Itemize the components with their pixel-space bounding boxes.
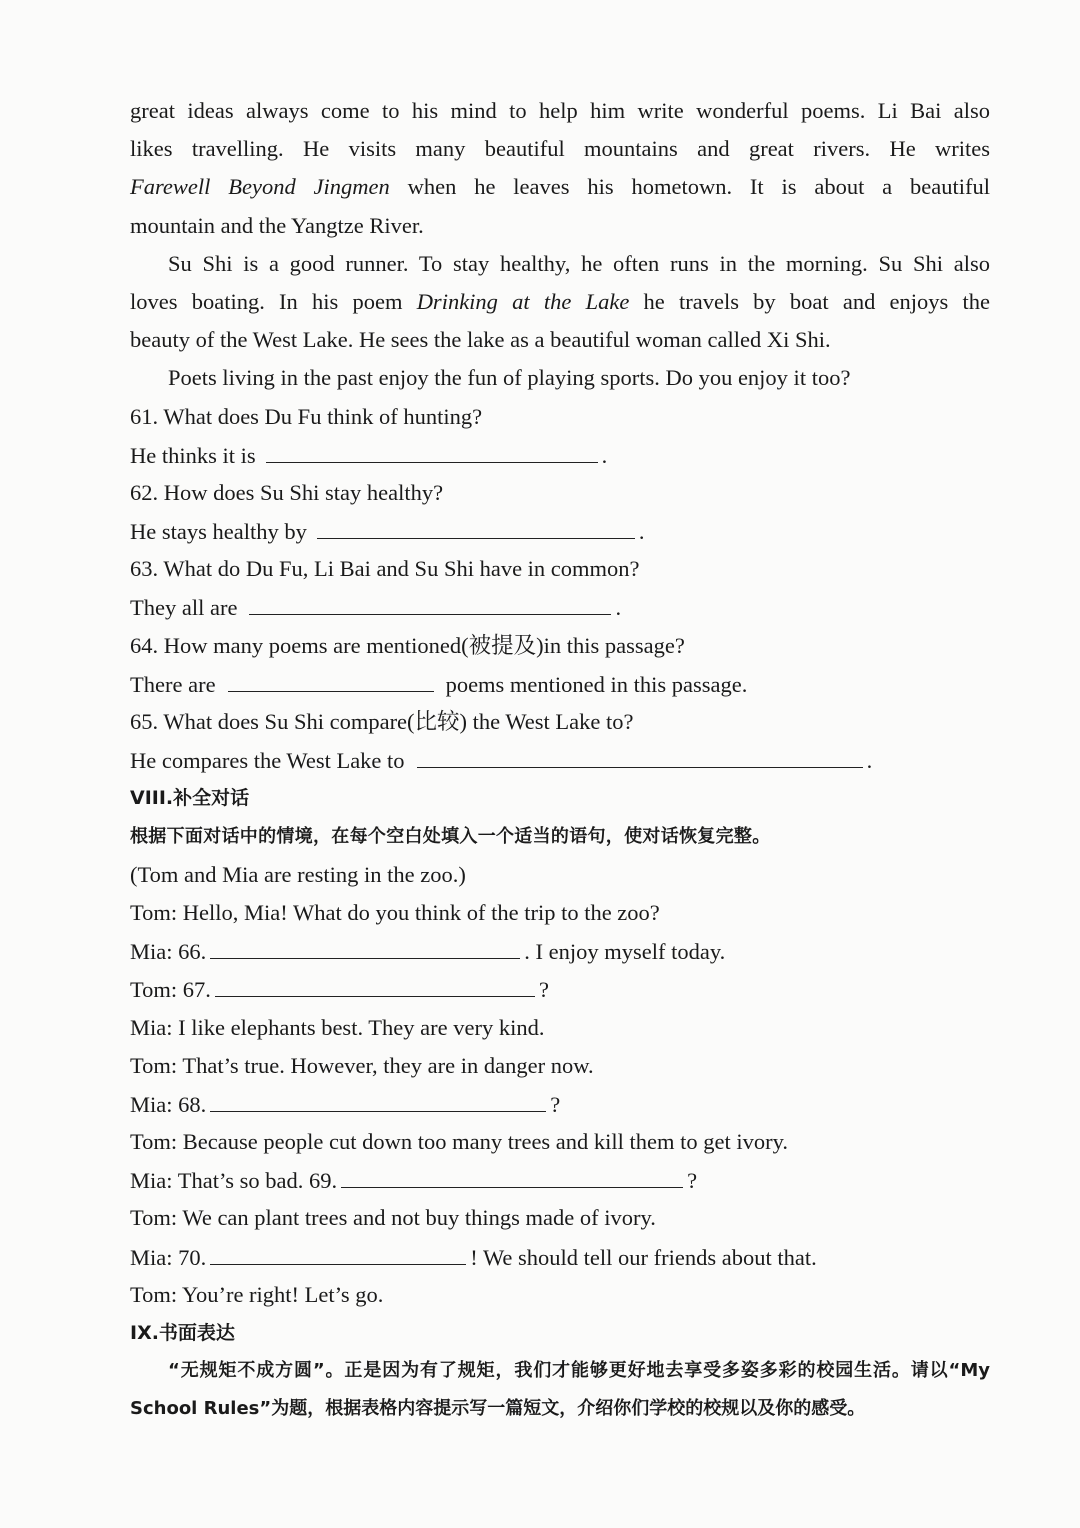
- answer-blank[interactable]: [228, 665, 434, 692]
- section-instruction: 根据下面对话中的情境，在每个空白处填入一个适当的语句，使对话恢复完整。: [130, 825, 771, 847]
- dialogue-line-70: Mia: 70. ! We should tell our friends about that.: [130, 1238, 990, 1276]
- passage-line: beauty of the West Lake. He sees the lake as a beautiful woman called Xi Shi.: [130, 327, 831, 353]
- dialogue-line: Tom: Hello, Mia! What do you think of the trip to the zoo?: [130, 899, 660, 925]
- answer-blank[interactable]: [266, 436, 598, 463]
- answer-blank[interactable]: [210, 932, 520, 959]
- poem-title: Drinking at the Lake: [416, 288, 630, 314]
- question-62: 62. How does Su Shi stay healthy?: [130, 479, 444, 505]
- passage-line: mountain and the Yangtze River.: [130, 212, 424, 238]
- writing-prompt: “无规矩不成方圆”。正是因为有了规矩，我们才能够更好地去享受多姿多彩的校园生活。请以“My School Rules”为题，根据表格内容提示写一篇短文，介绍你们学校的校规以及你的感受。: [130, 1360, 990, 1420]
- answer-line-63: They all are .: [130, 588, 990, 626]
- passage-line: Farewell Beyond Jingmen when he leaves his hometown. It is about a beautiful: [130, 174, 990, 200]
- answer-blank[interactable]: [317, 512, 635, 539]
- answer-blank[interactable]: [215, 970, 535, 997]
- dialogue-context: (Tom and Mia are resting in the zoo.): [130, 861, 466, 887]
- answer-blank[interactable]: [417, 741, 863, 768]
- answer-blank[interactable]: [341, 1161, 683, 1188]
- passage-line: Su Shi is a good runner. To stay healthy, he often runs in the morning. Su Shi also: [168, 250, 990, 276]
- answer-blank[interactable]: [210, 1085, 546, 1112]
- passage-line: loves boating. In his poem Drinking at the Lake he travels by boat and enjoys the: [130, 288, 990, 314]
- dialogue-line-68: Mia: 68. ?: [130, 1085, 990, 1123]
- question-63: 63. What do Du Fu, Li Bai and Su Shi have in common?: [130, 556, 640, 582]
- answer-line-62: He stays healthy by .: [130, 512, 990, 550]
- answer-line-65: He compares the West Lake to .: [130, 741, 990, 779]
- passage-line: great ideas always come to his mind to help him write wonderful poems. Li Bai also: [130, 98, 990, 123]
- question-61: 61. What does Du Fu think of hunting?: [130, 403, 483, 429]
- answer-blank[interactable]: [210, 1238, 466, 1265]
- answer-blank[interactable]: [249, 588, 611, 615]
- question-64: 64. How many poems are mentioned(被提及)in this passage?: [130, 632, 685, 658]
- answer-line-64: There are poems mentioned in this passage.: [130, 665, 990, 703]
- dialogue-line: Tom: We can plant trees and not buy things made of ivory.: [130, 1205, 656, 1231]
- section-heading-viii: VIII.补全对话: [130, 787, 250, 810]
- dialogue-line: Tom: That’s true. However, they are in danger now.: [130, 1052, 594, 1078]
- poem-title: Farewell Beyond Jingmen: [130, 174, 390, 200]
- dialogue-line: Mia: I like elephants best. They are very kind.: [130, 1014, 545, 1040]
- dialogue-line: Tom: Because people cut down too many trees and kill them to get ivory.: [130, 1129, 789, 1155]
- answer-line-61: He thinks it is .: [130, 436, 990, 474]
- dialogue-line: Tom: You’re right! Let’s go.: [130, 1281, 384, 1307]
- section-heading-ix: IX.书面表达: [130, 1322, 235, 1344]
- dialogue-line-67: Tom: 67. ?: [130, 970, 990, 1008]
- dialogue-line-66: Mia: 66. . I enjoy myself today.: [130, 932, 990, 970]
- worksheet-page: [130, 92, 990, 1428]
- dialogue-line-69: Mia: That’s so bad. 69. ?: [130, 1161, 990, 1199]
- question-65: 65. What does Su Shi compare(比较) the West Lake to?: [130, 709, 634, 734]
- passage-line: likes travelling. He visits many beautiful mountains and great rivers. He writes: [130, 136, 990, 162]
- passage-line: Poets living in the past enjoy the fun of playing sports. Do you enjoy it too?: [168, 365, 851, 391]
